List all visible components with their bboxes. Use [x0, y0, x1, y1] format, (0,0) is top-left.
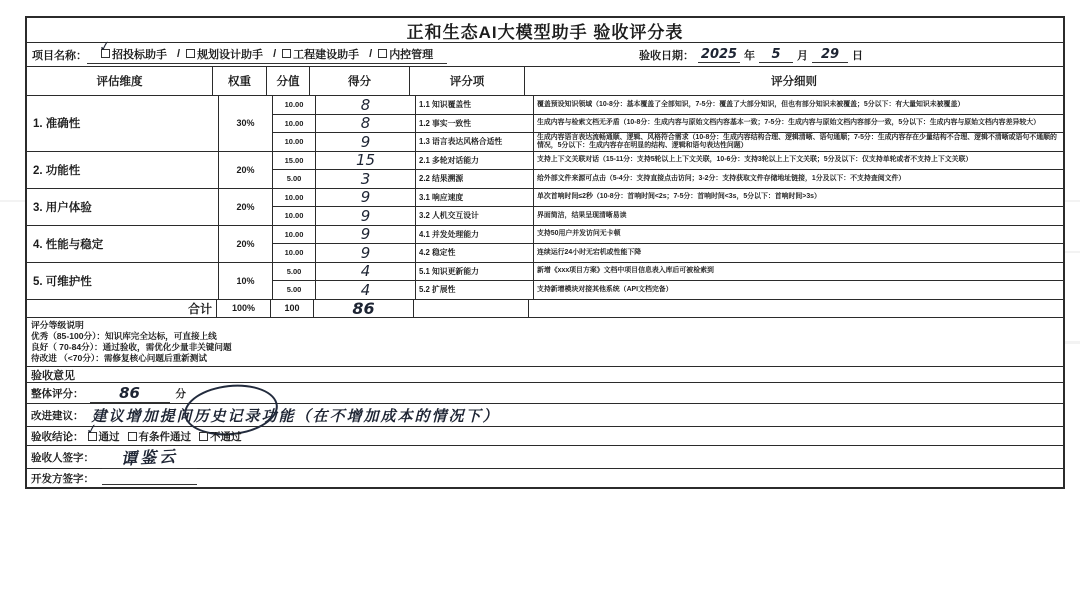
score-row [273, 226, 1063, 245]
overall-score-input[interactable] [90, 384, 170, 403]
total-label: 合计 [27, 300, 217, 317]
conclusion-label: 验收结论： [31, 430, 84, 443]
handwritten-score: 9 [360, 243, 371, 262]
date-year-unit: 年 [744, 49, 755, 62]
detail-cell: 支持50用户并发访问无卡顿 [537, 230, 621, 238]
grading-line-improve: 待改进 （<70分）：需修复核心问题后重新测试 [31, 353, 207, 364]
header-max-score: 分值 [267, 67, 310, 95]
score-row [273, 152, 1063, 171]
project-option-planning[interactable] [186, 46, 263, 62]
max-score-cell: 10.00 [273, 115, 316, 133]
date-day-value: 29 [820, 46, 840, 62]
item-cell: 1.1 知识覆盖性 [416, 96, 534, 114]
item-cell: 3.2 人机交互设计 [416, 207, 534, 225]
detail-cell: 支持上下文关联对话（15-11分：支持5轮以上上下文关联，10-6分：支持3轮以上上下文关联；5分及以下：仅支持单轮或者不支持上下文关联） [537, 156, 973, 164]
conclusion-row [27, 421, 1063, 446]
item-cell: 3.1 响应速度 [416, 189, 534, 207]
max-score-cell: 10.00 [273, 226, 316, 244]
item-cell: 5.1 知识更新能力 [416, 263, 534, 281]
developer-signature-row [27, 469, 1063, 487]
developer-signature-label: 开发方签字： [31, 472, 94, 485]
conclusion-option-pass[interactable] [84, 421, 120, 444]
handwritten-score: 15 [355, 151, 376, 170]
handwritten-score: 4 [360, 262, 371, 281]
score-cell[interactable] [316, 170, 416, 188]
acceptance-score-sheet [25, 16, 1065, 489]
header-score: 得分 [310, 67, 410, 95]
handwritten-score: 9 [360, 188, 371, 207]
overall-score-row [27, 383, 1063, 404]
detail-cell: 支持新增模块对接其他系统（API文档完备） [537, 285, 673, 293]
grading-title: 评分等级说明 [31, 319, 84, 330]
date-year-value: 2025 [700, 46, 738, 62]
total-item-empty [414, 300, 529, 317]
suggestion-text-circled: 历史记录 [193, 406, 262, 425]
project-name-label: 项目名称： [32, 49, 87, 62]
score-cell[interactable] [316, 263, 416, 281]
conclusion-option-label: 通过 [98, 430, 120, 443]
header-item: 评分项 [410, 67, 525, 95]
header-detail: 评分细则 [771, 76, 817, 88]
total-row [27, 300, 1063, 318]
dimension-weight: 30% [219, 96, 273, 151]
suggestion-label: 改进建议： [31, 409, 84, 422]
dimension-name: 1. 准确性 [27, 96, 219, 151]
score-cell[interactable] [316, 115, 416, 133]
handwritten-score: 8 [360, 95, 371, 114]
suggestion-input[interactable] [92, 405, 500, 426]
item-cell: 2.2 结果溯源 [416, 170, 534, 188]
dimension-name: 5. 可维护性 [27, 263, 219, 299]
project-option-label: 内控管理 [389, 48, 434, 61]
handwritten-score: 9 [360, 225, 371, 244]
overall-score-value: 86 [119, 383, 140, 402]
project-name-field [27, 38, 447, 64]
score-cell[interactable] [316, 281, 416, 299]
dimension-name: 3. 用户体验 [27, 189, 219, 225]
dimension-accuracy [27, 96, 1063, 152]
handwritten-score: 4 [360, 280, 371, 299]
detail-cell: 给外部文件来源可点击（5-4分：支持直接点击访问；3-2分：支持获取文件存储地址链接，1分及以下：不支持查阅文件） [537, 174, 906, 182]
max-score-cell: 10.00 [273, 133, 316, 151]
date-month-input[interactable] [759, 47, 793, 63]
dimension-user-experience [27, 189, 1063, 226]
check-icon: ✓ [97, 38, 112, 56]
detail-cell: 连续运行24小时无宕机或性能下降 [537, 248, 642, 256]
score-cell[interactable] [316, 244, 416, 262]
project-option-construction[interactable] [282, 46, 359, 62]
conclusion-option-label: 有条件通过 [138, 430, 191, 443]
opinion-section-title: 验收意见 [27, 367, 1063, 383]
max-score-cell: 10.00 [273, 189, 316, 207]
dimension-name: 4. 性能与稳定 [27, 226, 219, 262]
suggestion-text-suffix: 功能（在不增加成本的情况下） [261, 406, 500, 425]
option-separator: / [369, 47, 373, 60]
overall-score-label: 整体评分： [31, 387, 84, 400]
checkbox-icon[interactable] [282, 49, 291, 58]
date-day-input[interactable] [812, 47, 848, 63]
developer-signature-input[interactable] [102, 472, 197, 485]
item-cell: 1.3 语言表达风格合适性 [416, 133, 534, 151]
circle-annotation [194, 405, 262, 426]
acceptance-date-field [639, 47, 1063, 63]
item-cell: 1.2 事实一致性 [416, 115, 534, 133]
project-option-label: 规划设计助手 [197, 48, 264, 61]
conclusion-option-fail[interactable] [199, 429, 242, 444]
max-score-cell: 5.00 [273, 170, 316, 188]
max-score-cell: 15.00 [273, 152, 316, 170]
max-score-cell: 10.00 [273, 244, 316, 262]
score-row [273, 96, 1063, 115]
total-max-score: 100 [271, 300, 314, 317]
conclusion-options [84, 421, 250, 444]
score-row [273, 207, 1063, 225]
item-cell: 4.2 稳定性 [416, 244, 534, 262]
detail-cell: 生成内容语言表达流畅通顺、逻辑、风格符合需求（10-8分：生成内容结构合理、逻辑清晰、语句通顺；7-5分：生成内容存在少量结构不合理、逻辑不清晰或语句不通顺的情况，5分以下：生成内容存在明显的结构、逻辑和语句表达性问题） [537, 133, 1057, 149]
item-cell: 4.1 并发处理能力 [416, 226, 534, 244]
dimension-weight: 10% [219, 263, 273, 299]
suggestion-text-prefix: 建议增加提问 [91, 406, 194, 425]
checkbox-icon[interactable] [128, 432, 137, 441]
score-row [273, 263, 1063, 282]
acceptor-signature-value: 谭鉴云 [120, 446, 179, 469]
total-score-cell[interactable] [314, 300, 414, 317]
checkbox-icon[interactable] [84, 421, 99, 441]
total-detail-empty [529, 300, 1063, 317]
acceptor-signature-row [27, 446, 1063, 469]
date-month-unit: 月 [797, 49, 808, 62]
date-year-input[interactable] [698, 47, 740, 63]
max-score-cell: 5.00 [273, 263, 316, 281]
dimension-weight: 20% [219, 152, 273, 188]
date-label: 验收日期： [639, 49, 694, 62]
acceptor-signature-label: 验收人签字： [31, 451, 94, 464]
checkbox-icon[interactable] [186, 49, 195, 58]
score-table-header [27, 67, 1063, 96]
option-separator: / [177, 47, 181, 60]
total-weight: 100% [217, 300, 271, 317]
item-cell: 5.2 扩展性 [416, 281, 534, 299]
checkbox-icon[interactable] [97, 38, 112, 58]
project-options [87, 38, 447, 64]
project-option-internal-control[interactable] [378, 46, 433, 62]
score-row [273, 281, 1063, 299]
suggestion-row [27, 404, 1063, 427]
max-score-cell: 10.00 [273, 207, 316, 225]
checkbox-icon[interactable] [199, 432, 208, 441]
detail-cell: 界面简洁，结果呈现清晰易读 [537, 211, 627, 219]
detail-cell: 新增《xxx项目方案》文档中项目信息表入库后可被检索到 [537, 267, 714, 275]
meta-row [27, 38, 1063, 67]
conclusion-option-conditional-pass[interactable] [128, 429, 192, 444]
grading-line-good: 良好（ 70-84分）：通过验收，需优化少量非关键问题 [31, 342, 232, 353]
handwritten-score: 8 [360, 114, 371, 133]
dimension-performance-stability [27, 226, 1063, 263]
score-row [273, 244, 1063, 262]
header-weight: 权重 [213, 67, 267, 95]
score-row [273, 189, 1063, 208]
score-cell[interactable] [316, 207, 416, 225]
checkbox-icon[interactable] [378, 49, 387, 58]
date-month-value: 5 [771, 46, 781, 62]
header-dimension: 评估维度 [27, 67, 213, 95]
handwritten-score: 9 [360, 132, 371, 151]
form-title-row [27, 18, 1063, 43]
score-cell[interactable] [316, 152, 416, 170]
max-score-cell: 10.00 [273, 96, 316, 114]
form-title: 正和生态AI大模型助手 验收评分表 [406, 22, 684, 42]
project-option-label: 招投标助手 [112, 48, 167, 61]
handwritten-score: 3 [360, 169, 371, 188]
dimension-name: 2. 功能性 [27, 152, 219, 188]
handwritten-total-score: 86 [352, 298, 375, 318]
score-row [273, 133, 1063, 151]
grading-notes [27, 318, 1063, 368]
project-option-label: 工程建设助手 [293, 48, 360, 61]
score-cell[interactable] [316, 96, 416, 114]
detail-cell: 单次首响时间≤2秒（10-8分：首响时间<2s；7-5分：首响时间<3s，5分以下：首响时间>3s） [537, 193, 821, 201]
acceptor-signature-input[interactable] [102, 445, 197, 469]
conclusion-option-label: 不通过 [210, 430, 242, 443]
handwritten-score: 9 [360, 206, 371, 225]
score-cell[interactable] [316, 133, 416, 151]
check-icon: ✓ [84, 421, 99, 439]
item-cell: 2.1 多轮对话能力 [416, 152, 534, 170]
overall-score-unit: 分 [175, 387, 186, 400]
max-score-cell: 5.00 [273, 281, 316, 299]
score-cell[interactable] [316, 226, 416, 244]
dimension-maintainability [27, 263, 1063, 300]
option-separator: / [273, 47, 277, 60]
date-day-unit: 日 [852, 49, 863, 62]
score-cell[interactable] [316, 189, 416, 207]
detail-cell: 生成内容与检索文档无矛盾（10-8分：生成内容与原始文档内容基本一致；7-5分：生成内容与原始文档内容部分一致，5分以下：生成内容与原始文档内容差异较大） [537, 119, 1041, 127]
detail-cell: 覆盖预设知识领域（10-8分：基本覆盖了全部知识，7-5分：覆盖了大部分知识，但也有部分知识未被覆盖；5分以下：有大量知识未被覆盖） [537, 100, 965, 108]
score-row [273, 170, 1063, 188]
dimension-weight: 20% [219, 189, 273, 225]
dimension-functionality [27, 152, 1063, 189]
score-row [273, 115, 1063, 134]
dimension-weight: 20% [219, 226, 273, 262]
grading-line-excellent: 优秀（85-100分）：知识库完全达标，可直接上线 [31, 330, 217, 341]
project-option-bidding[interactable] [97, 38, 167, 62]
